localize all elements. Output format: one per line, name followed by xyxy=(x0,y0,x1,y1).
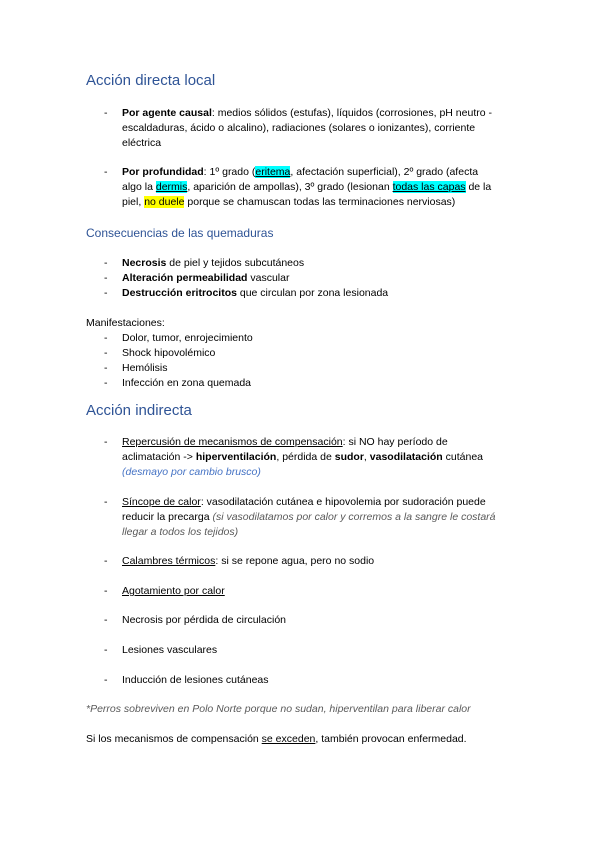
underlined: se exceden xyxy=(261,733,316,745)
bold: Necrosis xyxy=(122,257,167,269)
bullet-dash: - xyxy=(104,614,108,626)
bullet-dash: - xyxy=(104,362,108,374)
heading-consecuencias: Consecuencias de las quemaduras xyxy=(86,226,274,240)
bullet-dash: - xyxy=(104,674,108,686)
bullet-dash: - xyxy=(104,496,108,508)
consecuencia-1 xyxy=(122,256,304,271)
agotamiento: Agotamiento por calor xyxy=(122,585,225,597)
heading-accion-indirecta: Acción indirecta xyxy=(86,402,192,419)
text: porque se chamuscan todas las terminaciones nerviosas) xyxy=(184,196,456,208)
text: : si se repone agua, pero no sodio xyxy=(215,555,375,567)
text: , pérdida de xyxy=(276,451,335,463)
causal-line-1 xyxy=(122,106,492,121)
profundidad-line-1 xyxy=(122,165,478,180)
underlined: Síncope de calor xyxy=(122,496,201,508)
text: , xyxy=(363,451,370,463)
text: , también provocan enfermedad. xyxy=(315,733,467,745)
note: (si vasodilatamos por calor y corremos a la sangre le costará xyxy=(212,511,496,523)
calambres xyxy=(122,554,374,569)
highlight-dermis: dermis xyxy=(155,181,188,193)
causal-text: : medios sólidos (estufas), líquidos (corrosiones, pH neutro - xyxy=(211,107,492,119)
final-sentence xyxy=(86,732,467,747)
text: algo la xyxy=(122,181,156,193)
text: : vasodilatación cutánea e hipovolemia por sudoración puede xyxy=(200,496,486,508)
profundidad-line-3 xyxy=(122,195,455,210)
text: : si NO hay período de xyxy=(342,436,448,448)
bullet-dash: - xyxy=(104,287,108,299)
text: : 1º grado ( xyxy=(203,166,256,178)
text: cutánea xyxy=(442,451,484,463)
repercusion-note: (desmayo por cambio brusco) xyxy=(122,466,261,478)
causal-bold: Por agente causal xyxy=(122,107,212,119)
perros-note: *Perros sobreviven en Polo Norte porque no sudan, hiperventilan para liberar calor xyxy=(86,703,471,715)
sincope-line-3: llegar a todos los tejidos) xyxy=(122,526,239,538)
consecuencia-2 xyxy=(122,271,289,286)
text: Si los mecanismos de compensación xyxy=(86,733,262,745)
highlight-eritema: eritema xyxy=(255,166,291,178)
bullet-dash: - xyxy=(104,555,108,567)
causal-line-2: escaldaduras, ácido o alcalino), radiaciones (solares o ionizantes), corriente xyxy=(122,122,476,134)
text: aclimatación -> xyxy=(122,451,196,463)
manif-item: Dolor, tumor, enrojecimiento xyxy=(122,332,253,344)
text: vascular xyxy=(247,272,290,284)
bullet-dash: - xyxy=(104,272,108,284)
profundidad-bold: Por profundidad xyxy=(122,166,204,178)
bullet-dash: - xyxy=(104,107,108,119)
bullet-dash: - xyxy=(104,166,108,178)
repercusion-line-1 xyxy=(122,435,448,450)
bold: Destrucción eritrocitos xyxy=(122,287,237,299)
underlined: Calambres térmicos xyxy=(122,555,216,567)
bullet-dash: - xyxy=(104,257,108,269)
highlight-no-duele: no duele xyxy=(144,196,185,208)
underlined: Repercusión de mecanismos de compensación xyxy=(122,436,343,448)
repercusion-line-2 xyxy=(122,450,483,465)
bold: Alteración permeabilidad xyxy=(122,272,248,284)
text: de piel y tejidos subcutáneos xyxy=(166,257,305,269)
bullet-dash: - xyxy=(104,347,108,359)
causal-line-3: eléctrica xyxy=(122,137,162,149)
bullet-dash: - xyxy=(104,332,108,344)
consecuencia-3 xyxy=(122,286,388,301)
sincope-line-2 xyxy=(122,510,496,525)
text: piel, xyxy=(122,196,145,208)
bold: sudor xyxy=(334,451,364,463)
bullet-dash: - xyxy=(104,585,108,597)
manif-item: Infección en zona quemada xyxy=(122,377,252,389)
induccion-lesiones: Inducción de lesiones cutáneas xyxy=(122,674,269,686)
manif-item: Hemólisis xyxy=(122,362,168,374)
necrosis-circulacion: Necrosis por pérdida de circulación xyxy=(122,614,286,626)
profundidad-line-2 xyxy=(122,180,491,195)
manif-item: Shock hipovolémico xyxy=(122,347,216,359)
heading-accion-directa: Acción directa local xyxy=(86,72,216,89)
text: que circulan por zona lesionada xyxy=(236,287,389,299)
text: , afectación superficial), 2º grado (afecta xyxy=(290,166,479,178)
bullet-dash: - xyxy=(104,436,108,448)
bold: hiperventilación xyxy=(195,451,277,463)
bullet-dash: - xyxy=(104,377,108,389)
text: , aparición de ampollas), 3º grado (lesionan xyxy=(187,181,393,193)
bold: vasodilatación xyxy=(369,451,443,463)
sincope-line-1 xyxy=(122,495,486,510)
lesiones-vasculares: Lesiones vasculares xyxy=(122,644,218,656)
highlight-capas: todas las capas xyxy=(392,181,466,193)
manifestaciones-title: Manifestaciones: xyxy=(86,317,165,329)
text: de la xyxy=(465,181,492,193)
text: reducir la precarga xyxy=(122,511,213,523)
bullet-dash: - xyxy=(104,644,108,656)
